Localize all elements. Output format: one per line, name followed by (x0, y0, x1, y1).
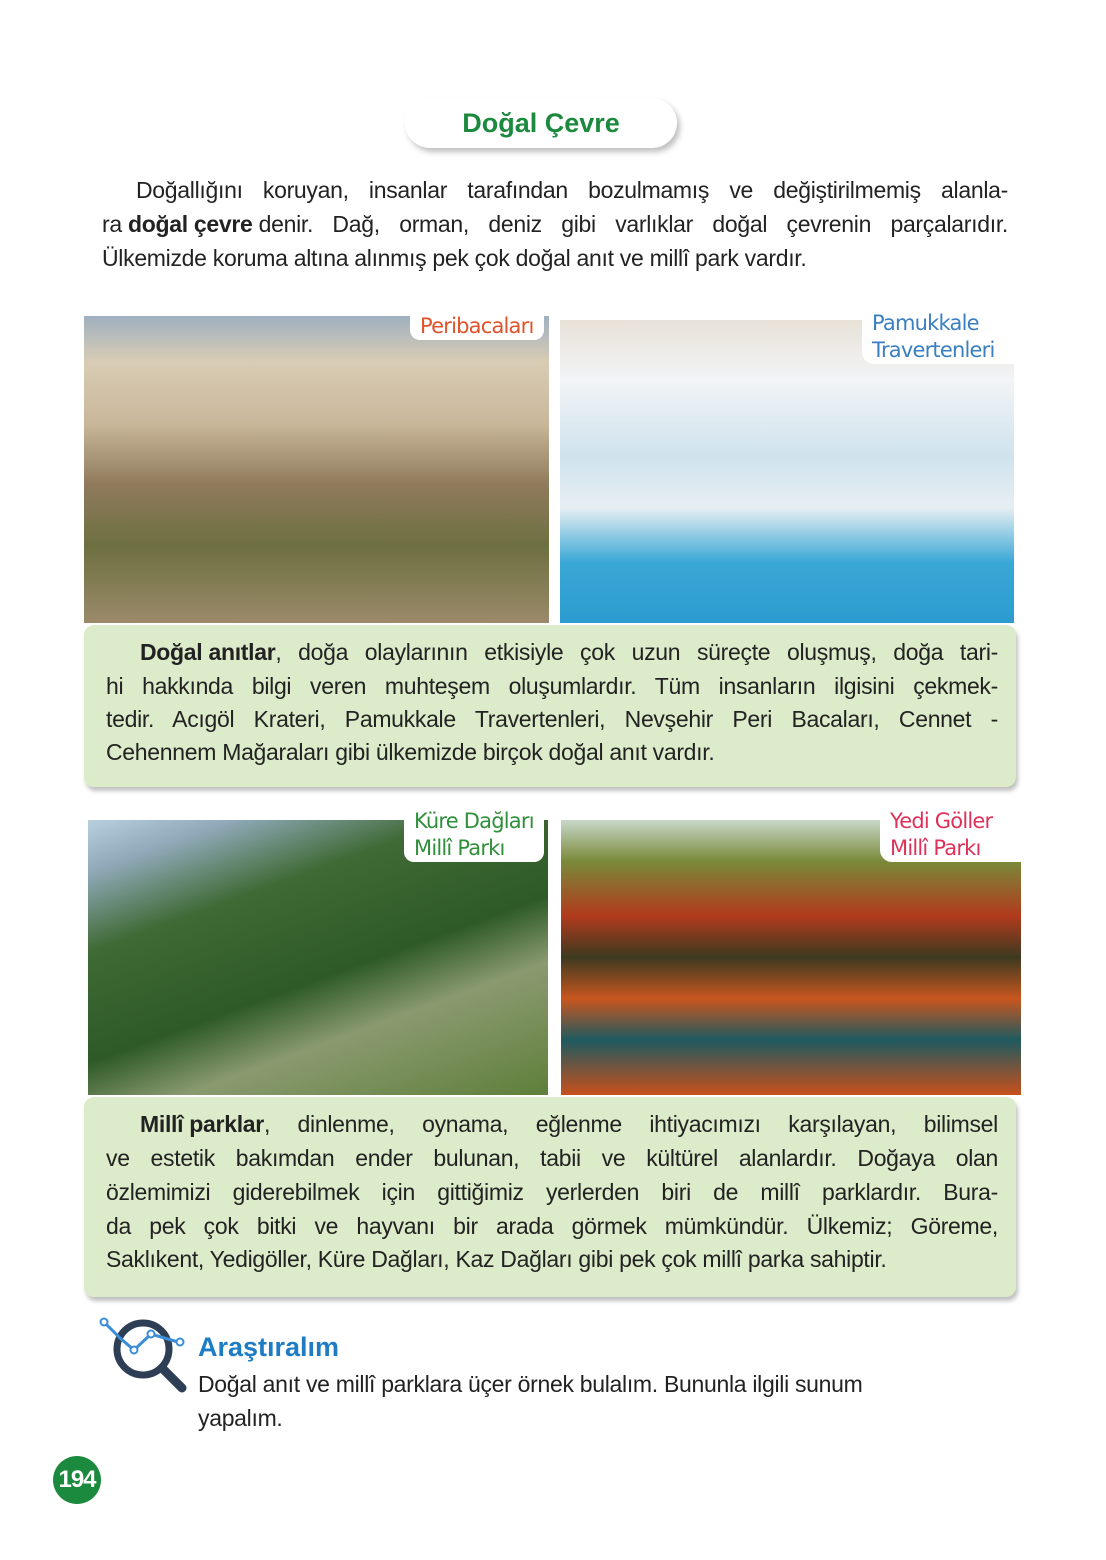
photo-label: Peribacaları (410, 313, 544, 340)
text-line: , doğa olaylarının etkisiyle çok uzun süreçte oluşmuş, doğa tari- (275, 639, 998, 665)
photo-pamukkale (560, 320, 1014, 623)
label-line: Millî Parkı (414, 836, 505, 860)
label-line: Küre Dağları (414, 809, 534, 833)
intro-line: Doğallığını koruyan, insanlar tarafından bozulmamış ve değiştirilmemiş alanla- (136, 177, 1008, 203)
label-line: Travertenleri (872, 338, 995, 362)
text-line: Saklıkent, Yedigöller, Küre Dağları, Kaz Dağları gibi pek çok millî parka sahiptir. (106, 1246, 887, 1272)
research-line: Doğal anıt ve millî parklara üçer örnek bulalım. Bununla ilgili sunum (198, 1371, 863, 1397)
natural-monuments-box (84, 625, 1016, 787)
research-heading: Araştıralım (198, 1332, 340, 1362)
intro-prefix: ra (102, 211, 128, 237)
intro-line: Ülkemizde koruma altına alınmış pek çok doğal anıt ve millî park vardır. (102, 245, 807, 271)
text-line: ve estetik bakımdan ender bulunan, tabii ve kültürel alanlardır. Doğaya olan (106, 1145, 998, 1171)
page-title: Doğal Çevre (405, 98, 677, 148)
page-number: 194 (53, 1456, 101, 1504)
intro-bold-term: doğal çevre (127, 211, 253, 237)
label-line: Millî Parkı (890, 836, 981, 860)
label-line: Pamukkale (872, 311, 979, 335)
intro-line: denir. Dağ, orman, deniz gibi varlıklar doğal çevrenin parçalarıdır. (258, 211, 1008, 237)
bold-term: Millî parklar (140, 1111, 264, 1137)
text-line: Cehennem Mağaraları gibi ülkemizde birçok doğal anıt vardır. (106, 739, 715, 765)
magnifier-chart-icon (96, 1314, 191, 1394)
label-line: Yedi Göller (890, 809, 993, 833)
bold-term: Doğal anıtlar (140, 639, 276, 665)
text-line: hi hakkında bilgi veren muhteşem oluşumlardır. Tüm insanların ilgisini çekmek- (106, 673, 998, 699)
photo-label (404, 808, 544, 862)
photo-fairy-chimneys (84, 316, 549, 623)
photo-label (862, 310, 1017, 364)
text-line: özlemimizi giderebilmek için gittiğimiz yerlerden biri de millî parklardır. Bura- (106, 1179, 998, 1205)
research-line: yapalım. (198, 1405, 283, 1431)
national-parks-box (84, 1097, 1016, 1297)
text-line: da pek çok bitki ve hayvanı bir arada görmek mümkündür. Ülkemiz; Göreme, (106, 1213, 998, 1239)
text-line: , dinlenme, oynama, eğlenme ihtiyacımızı karşılayan, bilimsel (263, 1111, 998, 1137)
text-line: tedir. Acıgöl Krateri, Pamukkale Travertenleri, Nevşehir Peri Bacaları, Cennet - (106, 706, 998, 732)
photo-label (880, 808, 1022, 862)
